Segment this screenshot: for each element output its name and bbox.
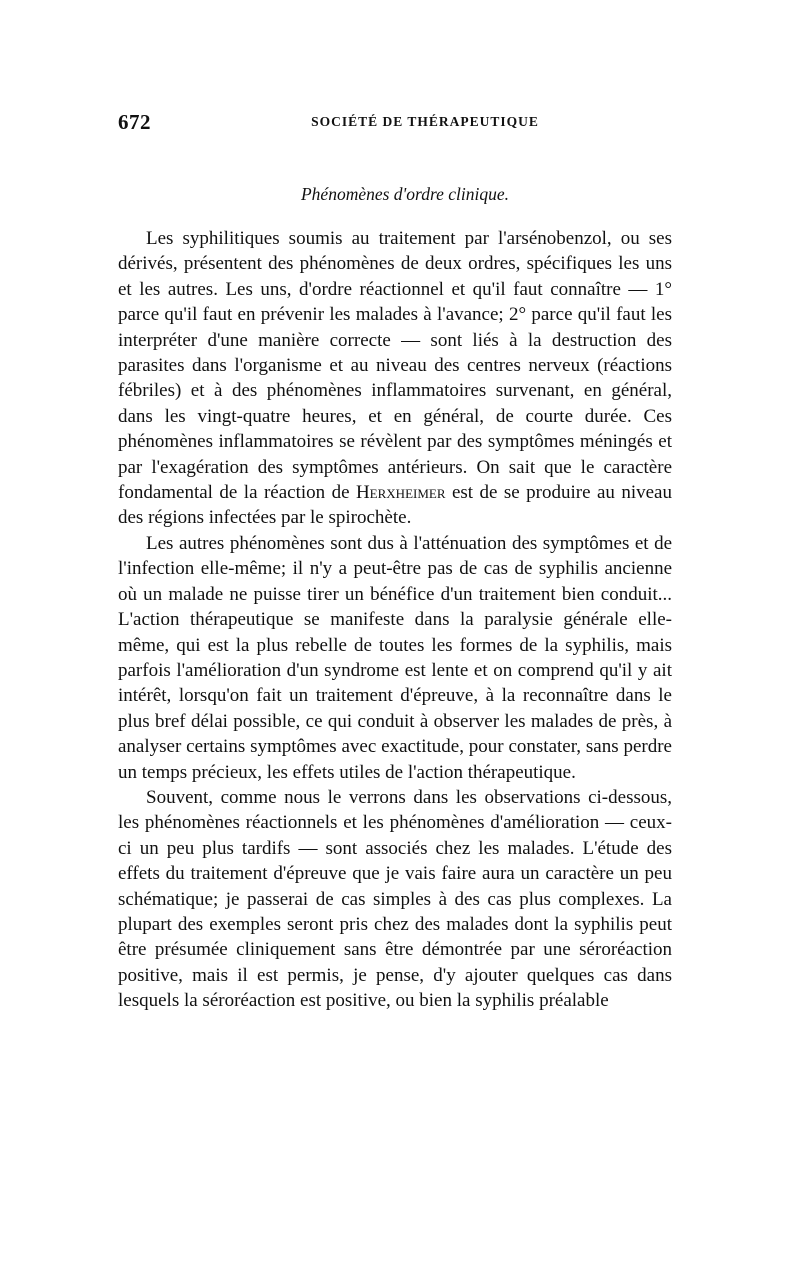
running-head: SOCIÉTÉ DE THÉRAPEUTIQUE <box>311 114 539 129</box>
paragraph-1-text-start: Les syphilitiques soumis au traitement par l'arsénobenzol, ou ses dérivés, présentent des phénomènes de deux ordres, spécifiques les uns et les autres. Les uns, d'ordre réactionnel et qu'il faut connaître — 1° parce qu'il faut en prévenir les malades à l'avance; 2° parce qu'il faut les interpréter d'une manière correcte — sont liés à la destruction des parasites dans l'organisme et au niveau des centres nerveux (réactions fébriles) et à des phénomènes inflammatoires survenant, en général, dans les vingt-quatre heures, et en général, de courte durée. Ces phénomènes inflammatoires se révèlent par des symptômes méningés et par l'exagération des symptômes antérieurs. On sait que le caractère fondamental de la réaction de <box>118 228 672 504</box>
document-page <box>118 110 672 1014</box>
section-title: Phénomènes d'ordre clinique. <box>300 184 510 204</box>
paragraph-1 <box>118 226 672 531</box>
author-name-herxheimer: Herxheimer <box>355 482 446 504</box>
paragraph-3: Souvent, comme nous le verrons dans les observations ci-dessous, les phénomènes réactionnels et les phénomènes d'amélioration — ceux-ci un peu plus tardifs — sont associés chez les malades. L'étude des effets du traitement d'épreuve que je vais faire aura un caractère un peu schématique; je passerai de cas simples à des cas plus complexes. La plupart des exemples seront pris chez des malades dont la syphilis peut être présumée cliniquement sans être démontrée par une séroréaction positive, mais il est permis, je pense, d'y ajouter quelques cas dans lesquels la séroréaction est positive, ou bien la syphilis préalable <box>118 786 672 1012</box>
paragraph-1-text-end: est de se produire au niveau des régions infectées par le spirochète. <box>118 482 672 529</box>
paragraph-2: Les autres phénomènes sont dus à l'atténuation des symptômes et de l'infection elle-même; il n'y a peut-être pas de cas de syphilis ancienne où un malade ne puisse tirer un bénéfice d'un traitement bien conduit... L'action thérapeutique se manifeste dans la paralysie générale elle-même, qui est la plus rebelle de toutes les formes de la syphilis, mais parfois l'amélioration d'un syndrome est lente et on comprend qu'il y ait intérêt, lorsqu'on fait un traitement d'épreuve, à la reconnaître dans le plus bref délai possible, ce qui conduit à observer les malades de près, à analyser certains symptômes avec exactitude, pour constater, sans perdre un temps précieux, les effets utiles de l'action thérapeutique. <box>118 532 672 783</box>
page-header <box>118 110 672 140</box>
page-number: 672 <box>118 110 151 134</box>
